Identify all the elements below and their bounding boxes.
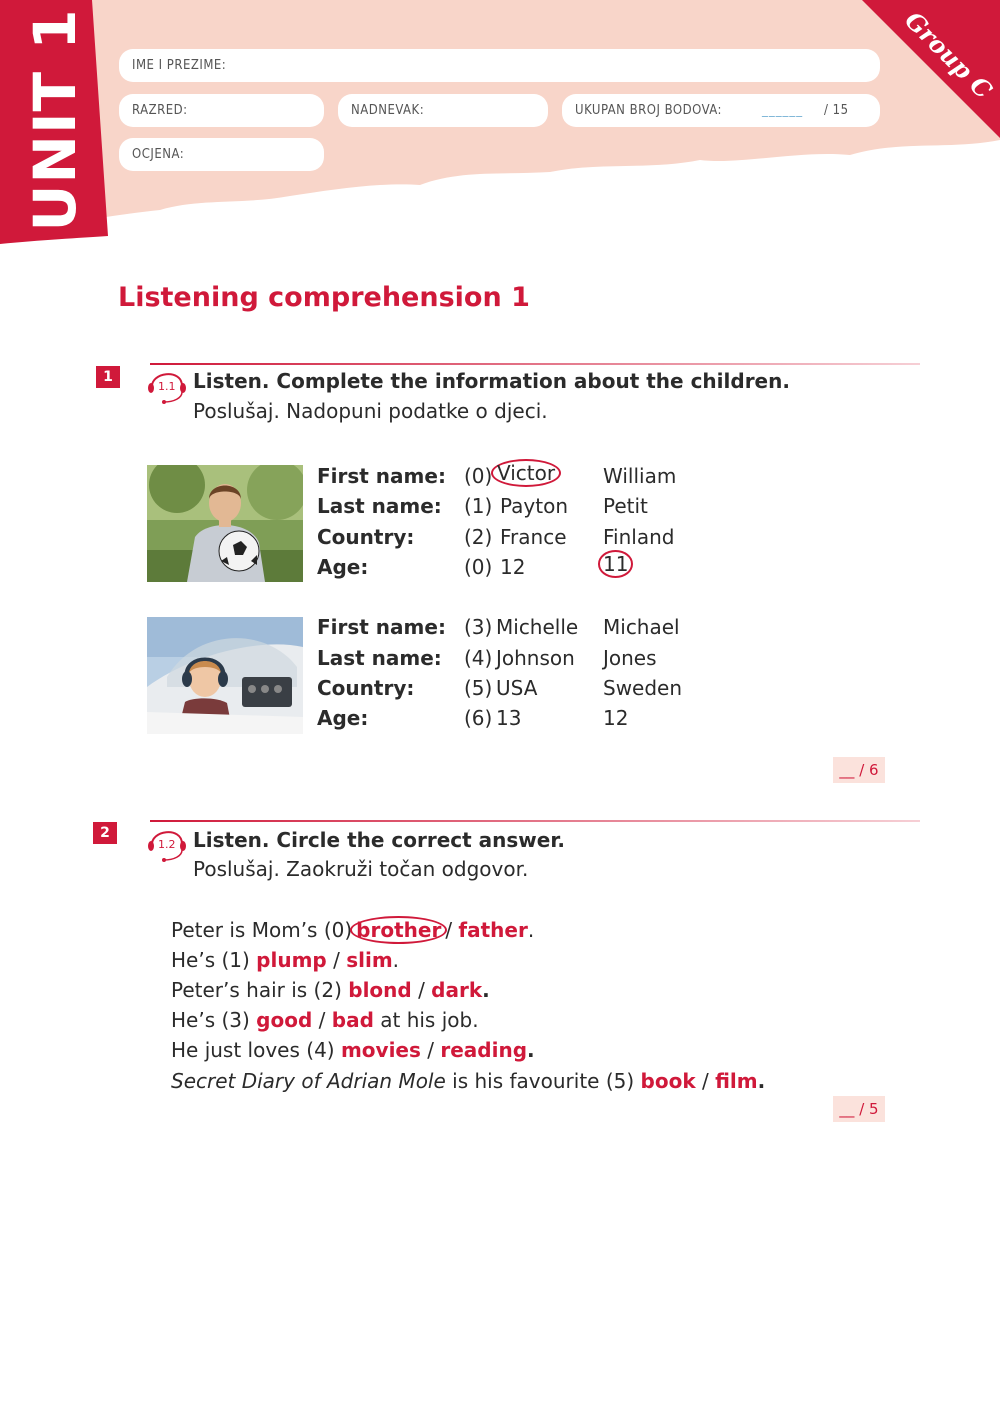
exercise-2-number: 2 (93, 822, 117, 844)
sentence-3-option-a[interactable]: good (256, 1008, 313, 1032)
child-2-first-name-option-b[interactable]: Michael (603, 615, 680, 639)
child-2-row-3-number: (6) (464, 706, 493, 730)
sentence-3-post: at his job. (373, 1008, 479, 1032)
child-2-last-name-option-b[interactable]: Jones (603, 646, 657, 670)
grade-field-label: OCJENA: (132, 147, 185, 162)
child-2-first-name-label: First name: (317, 615, 446, 639)
sentence-1-option-b[interactable]: slim (346, 948, 393, 972)
child-2-first-name-option-a[interactable]: Michelle (496, 615, 579, 639)
child-1-row-2-number: (2) (464, 525, 493, 549)
boy-with-football-photo (147, 465, 303, 582)
child-2-country-option-a[interactable]: USA (496, 676, 538, 700)
exercise-1-score-box[interactable]: __ / 6 (833, 757, 885, 783)
date-field[interactable] (338, 94, 548, 127)
sentence-4-option-a[interactable]: movies (340, 1038, 421, 1062)
child-2-row-0-number: (3) (464, 615, 493, 639)
child-1-row-0-number: (0) (464, 464, 493, 488)
sentence-0-post: . (527, 918, 535, 942)
total-points-max: / 15 (824, 103, 849, 118)
circled-answer: Victor (491, 459, 561, 487)
child-1-age-option-b[interactable] (600, 552, 631, 576)
exercise-2-divider (150, 820, 920, 823)
sentence-0-option-a[interactable]: brother (350, 916, 447, 944)
sentence-3-pre: He’s (3) (171, 1008, 257, 1032)
exercise-1-number: 1 (96, 366, 120, 388)
girl-in-plane-cockpit-photo (147, 617, 303, 734)
sentence-4 (171, 1038, 535, 1062)
sentence-2-pre: Peter’s hair is (2) (171, 978, 349, 1002)
sentence-3 (171, 1008, 479, 1032)
child-1-first-name-option-b[interactable]: William (603, 464, 677, 488)
name-field[interactable] (119, 49, 880, 82)
sentence-5-option-a[interactable]: book (640, 1069, 696, 1093)
child-1-country-label: Country: (317, 525, 415, 549)
sentence-4-sep: / (420, 1038, 441, 1062)
exercise-1-instruction-en: Listen. Complete the information about the children. (193, 369, 790, 393)
exercise-2-instruction-en: Listen. Circle the correct answer. (193, 828, 565, 852)
total-points-field[interactable] (562, 94, 880, 127)
child-2-last-name-option-a[interactable]: Johnson (496, 646, 575, 670)
sentence-5-pre: is his favourite (5) (445, 1069, 641, 1093)
section-title: Listening comprehension 1 (118, 282, 530, 313)
child-1-last-name-option-a[interactable]: Payton (500, 494, 569, 518)
sentence-2-option-b[interactable]: dark (431, 978, 483, 1002)
sentence-0-pre: Peter is Mom’s (0) (171, 918, 353, 942)
sentence-1-option-a[interactable]: plump (256, 948, 327, 972)
exercise-1-instruction-hr: Poslušaj. Nadopuni podatke o djeci. (193, 399, 548, 423)
total-points-blank: ______ (762, 103, 804, 118)
sentence-0 (171, 918, 534, 942)
grade-field[interactable] (119, 138, 324, 171)
child-2-last-name-label: Last name: (317, 646, 442, 670)
sentence-5-sep: / (695, 1069, 716, 1093)
child-1-age-option-a[interactable]: 12 (500, 555, 526, 579)
sentence-2-option-a[interactable]: blond (348, 978, 412, 1002)
child-2-country-label: Country: (317, 676, 415, 700)
track-number-1: 1.1 (158, 380, 176, 393)
sentence-1 (171, 948, 399, 972)
sentence-5-book-title: Secret Diary of Adrian Mole (171, 1069, 446, 1093)
sentence-1-sep: / (326, 948, 347, 972)
child-2-age-option-a[interactable]: 13 (496, 706, 522, 730)
child-2-row-1-number: (4) (464, 646, 493, 670)
circled-answer: 11 (598, 550, 633, 578)
child-1-first-name-label: First name: (317, 464, 446, 488)
child-1-row-3-number: (0) (464, 555, 493, 579)
sentence-4-pre: He just loves (4) (171, 1038, 341, 1062)
sentence-2-post: . (482, 978, 490, 1002)
child-2-age-label: Age: (317, 706, 369, 730)
child-2-age-option-b[interactable]: 12 (603, 706, 629, 730)
headphones-icon (146, 366, 188, 404)
total-points-label: UKUPAN BROJ BODOVA: (575, 103, 722, 118)
sentence-5-option-b[interactable]: film (715, 1069, 758, 1093)
sentence-3-option-b[interactable]: bad (331, 1008, 374, 1032)
sentence-2-sep: / (411, 978, 432, 1002)
sentence-5-post: . (757, 1069, 766, 1093)
child-1-country-option-a[interactable]: France (500, 525, 567, 549)
sentence-4-option-b[interactable]: reading (440, 1038, 528, 1062)
child-1-last-name-option-b[interactable]: Petit (603, 494, 648, 518)
unit-label: UNIT 1 (21, 8, 89, 232)
child-1-age-label: Age: (317, 555, 369, 579)
exercise-2-score-box[interactable]: __ / 5 (833, 1096, 885, 1122)
headphones-icon (146, 824, 188, 862)
group-label: Group C (899, 5, 999, 105)
date-field-label: NADNEVAK: (351, 103, 425, 118)
sentence-0-sep: / (445, 918, 459, 942)
sentence-3-sep: / (312, 1008, 332, 1032)
sentence-4-post: . (527, 1038, 535, 1062)
child-1-first-name-option-a[interactable] (493, 461, 559, 485)
exercise-2-instruction-hr: Poslušaj. Zaokruži točan odgovor. (193, 857, 529, 881)
sentence-1-post: . (392, 948, 400, 972)
name-field-label: IME I PREZIME: (132, 58, 227, 73)
exercise-1-divider (150, 363, 920, 366)
child-1-last-name-label: Last name: (317, 494, 442, 518)
sentence-5 (171, 1069, 765, 1093)
class-field[interactable] (119, 94, 324, 127)
class-field-label: RAZRED: (132, 103, 188, 118)
child-2-row-2-number: (5) (464, 676, 493, 700)
sentence-2 (171, 978, 490, 1002)
child-1-row-1-number: (1) (464, 494, 493, 518)
child-1-country-option-b[interactable]: Finland (603, 525, 675, 549)
track-number-2: 1.2 (158, 838, 176, 851)
child-2-country-option-b[interactable]: Sweden (603, 676, 683, 700)
sentence-0-option-b[interactable]: father (458, 918, 528, 942)
sentence-1-pre: He’s (1) (171, 948, 257, 972)
